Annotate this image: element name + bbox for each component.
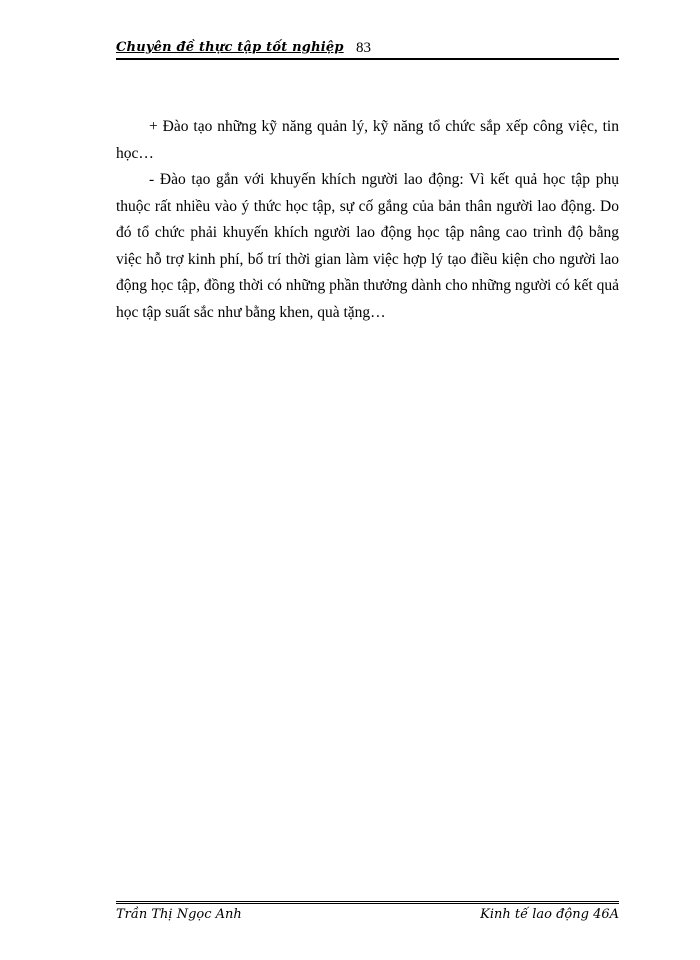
page-header [116,40,619,60]
paragraph: + Đào tạo những kỹ năng quản lý, kỹ năng tổ chức sắp xếp công việc, tin học… [116,118,619,162]
header-title: Chuyên đề thực tập tốt nghiệp [116,40,344,55]
page-number: 83 [356,40,371,56]
footer-author: Trần Thị Ngọc Anh [116,907,242,922]
footer-class: Kinh tế lao động 46A [480,907,619,922]
footer-divider [116,901,619,904]
paragraph: - Đào tạo gắn với khuyến khích người lao động: Vì kết quả học tập phụ thuộc rất nhiều vào ý thức học tập, sự cố gắng của bản thân người lao động. Do đó tổ chức phải khuyến khích người lao động học tập nâng cao trình độ bằng việc hỗ trợ kinh phí, bố trí thời gian làm việc hợp lý tạo điều kiện cho người lao động học tập, đồng thời có những phần thưởng dành cho những người có kết quả học tập suất sắc như bằng khen, quà tặng… [116,171,619,321]
document-body [116,114,619,326]
